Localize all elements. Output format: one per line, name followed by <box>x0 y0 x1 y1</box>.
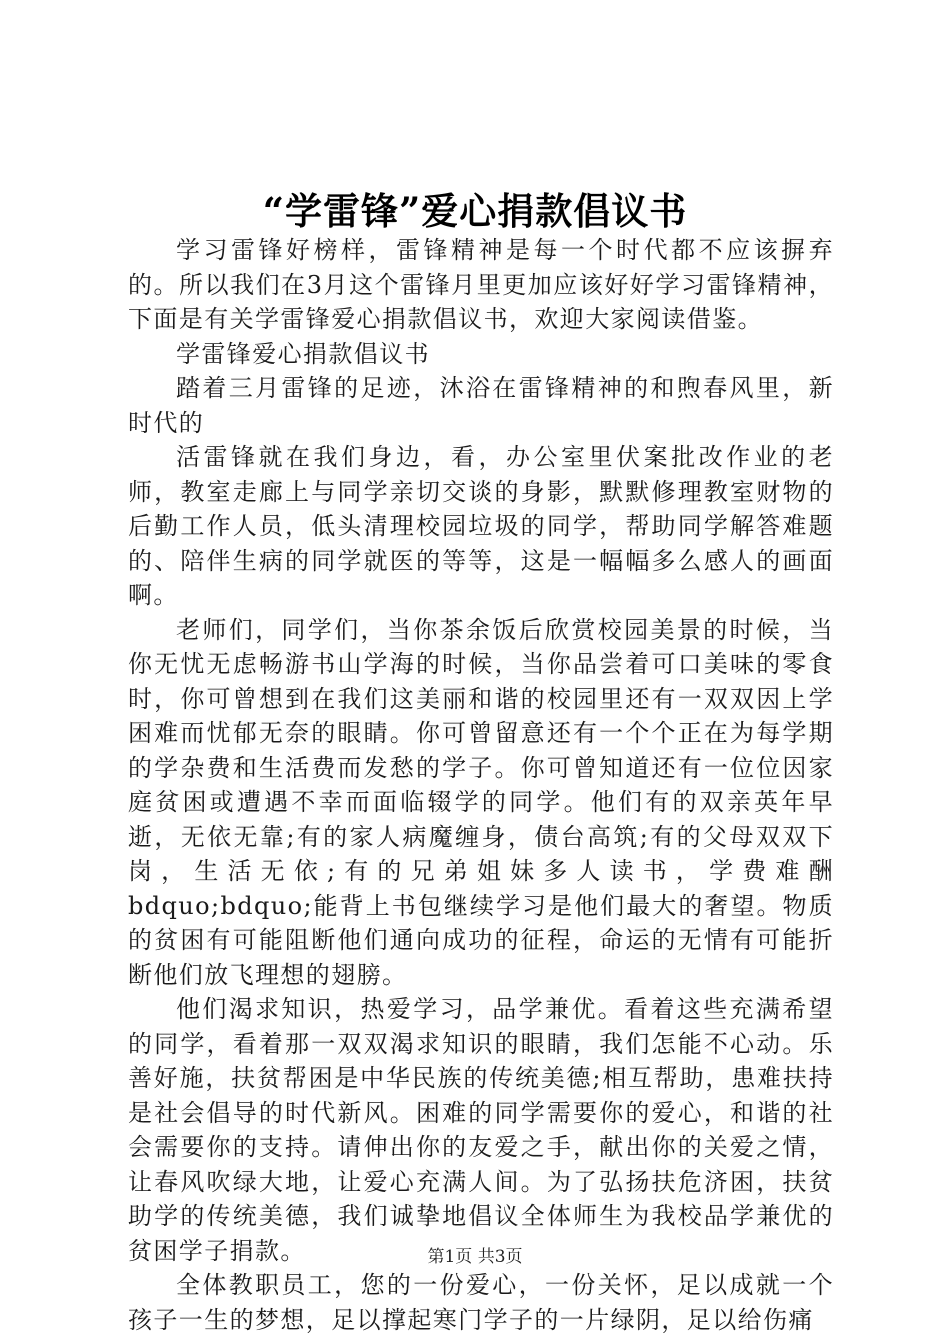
document-body <box>128 233 834 1337</box>
document-title: “学雷锋”爱心捐款倡议书 <box>262 189 688 233</box>
section-heading: 学雷锋爱心捐款倡议书 <box>176 339 430 368</box>
body-paragraph: 他们渴求知识，热爱学习，品学兼优。看着这些充满希望的同学，看着那一双双渴求知识的眼睛，我们怎能不心动。乐善好施，扶贫帮困是中华民族的传统美德;相互帮助，患难扶持是社会倡导的时代新风。困难的同学需要你的爱心，和谐的社会需要你的支持。请伸出你的友爱之手，献出你的关爱之情，让春风吹绿大地，让爱心充满人间。为了弘扬扶危济困，扶贫助学的传统美德，我们诚挚地倡议全体师生为我校品学兼优的贫困学子捐款。 <box>128 995 834 1265</box>
body-paragraph: 老师们，同学们，当你茶余饭后欣赏校园美景的时候，当你无忧无虑畅游书山学海的时候，当你品尝着可口美味的零食时，你可曾想到在我们这美丽和谐的校园里还有一双双因上学困难而忧郁无奈的眼睛。你可曾留意还有一个个正在为每学期的学杂费和生活费而发愁的学子。你可曾知道还有一位位因家庭贫困或遭遇不幸而面临辍学的同学。他们有的双亲英年早逝，无依无靠;有的家人病魔缠身，债台高筑;有的父母双双下岗，生活无依;有的兄弟姐妹多人读书，学费难酬bdquo;bdquo;能背上书包继续学习是他们最大的奢望。物质的贫困有可能阻断他们通向成功的征程，命运的无情有可能折断他们放飞理想的翅膀。 <box>128 615 834 989</box>
body-paragraph: 踏着三月雷锋的足迹，沐浴在雷锋精神的和煦春风里，新时代的 <box>128 374 834 437</box>
page-number-footer: 第1页 共3页 <box>427 1247 523 1267</box>
intro-paragraph: 学习雷锋好榜样，雷锋精神是每一个时代都不应该摒弃的。所以我们在3月这个雷锋月里更加应该好好学习雷锋精神，下面是有关学雷锋爱心捐款倡议书，欢迎大家阅读借鉴。 <box>128 236 834 333</box>
body-paragraph: 全体教职员工，您的一份爱心，一份关怀，足以成就一个孩子一生的梦想，足以撑起寒门学子的一片绿阴，足以给伤痛 <box>128 1271 834 1334</box>
body-paragraph: 活雷锋就在我们身边，看，办公室里伏案批改作业的老师，教室走廊上与同学亲切交谈的身影，默默修理教室财物的后勤工作人员，低头清理校园垃圾的同学，帮助同学解答难题的、陪伴生病的同学就医的等等，这是一幅幅多么感人的画面啊。 <box>128 443 834 609</box>
